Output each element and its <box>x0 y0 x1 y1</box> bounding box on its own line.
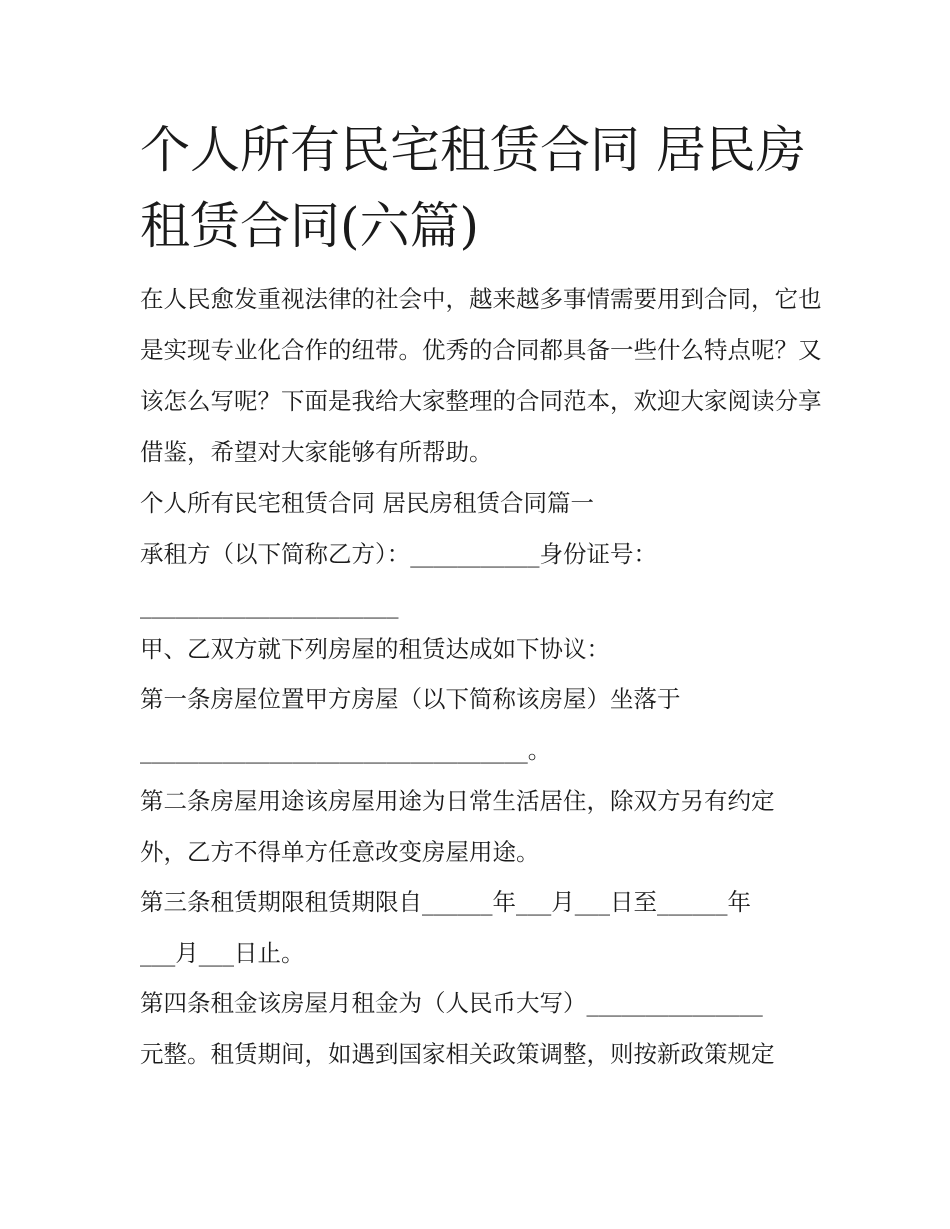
agreement-line: 甲、乙双方就下列房屋的租赁达成如下协议： <box>140 635 610 663</box>
document-title: 个人所有民宅租赁合同 居民房租赁合同(六篇) <box>140 121 806 255</box>
article-4-line-2: 元整。租赁期间，如遇到国家相关政策调整，则按新政策规定 <box>140 1040 775 1068</box>
lessee-id-blank: ______________________ <box>140 591 399 619</box>
article-2-line-1: 第二条房屋用途该房屋用途为日常生活居住，除双方另有约定 <box>140 787 775 815</box>
article-3-line-2: ___月___日止。 <box>140 939 305 967</box>
article-4-line-1: 第四条租金该房屋月租金为（人民币大写）_______________ <box>140 989 763 1017</box>
section-heading: 个人所有民宅租赁合同 居民房租赁合同篇一 <box>140 489 594 517</box>
article-3-line-1: 第三条租赁期限租赁期限自______年___月___日至______年 <box>140 888 751 916</box>
lessee-line: 承租方（以下简称乙方）：___________身份证号： <box>140 540 657 568</box>
article-2-line-2: 外，乙方不得单方任意改变房屋用途。 <box>140 838 540 866</box>
article-1-blank: _________________________________。 <box>140 736 552 764</box>
intro-paragraph: 在人民愈发重视法律的社会中，越来越多事情需要用到合同，它也是实现专业化合作的纽带。优秀的合同都具备一些什么特点呢？又该怎么写呢？下面是我给大家整理的合同范本，欢迎大家阅读分享借鉴，希望对大家能够有所帮助。 <box>140 285 822 466</box>
article-1-line: 第一条房屋位置甲方房屋（以下简称该房屋）坐落于 <box>140 685 681 713</box>
